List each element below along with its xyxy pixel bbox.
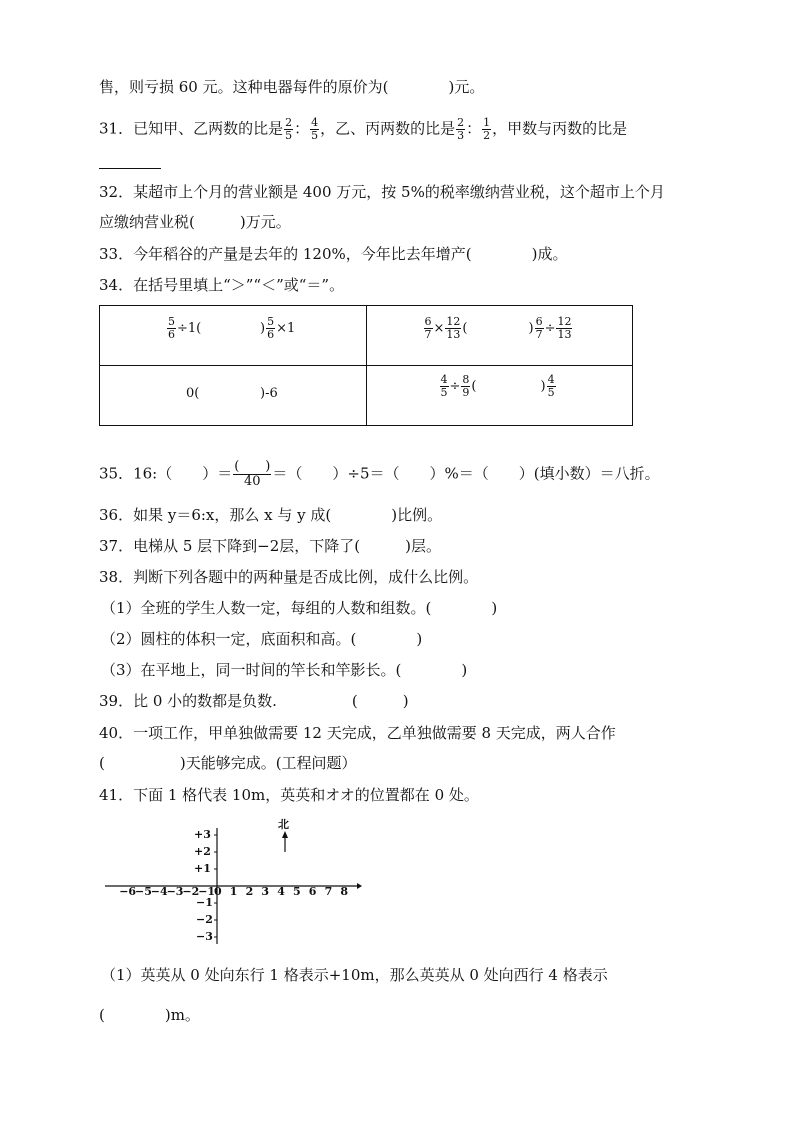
x-tick-label: −4: [150, 885, 168, 898]
table-cell: $\frac{4}{5}$ ÷ $\frac{8}{9}$ ( ) $\frac{4}{5}$: [366, 366, 633, 426]
y-tick-label: +2: [194, 845, 211, 858]
question-38-2: （2）圆柱的体积一定，底面积和高。( ): [101, 630, 423, 648]
x-tick-label: 0: [214, 885, 222, 898]
fraction: $\frac{1}{2}$: [483, 116, 491, 142]
x-tick-label: −2: [182, 885, 200, 898]
question-37: 37．电梯从 5 层下降到−2层，下降了( )层。: [99, 537, 441, 555]
y-tick-label: +1: [194, 862, 211, 875]
x-tick-label: −6: [119, 885, 137, 898]
table-cell: $\frac{5}{6}$ ÷1( ) $\frac{5}{6}$ ×1: [100, 306, 367, 366]
fraction: $\frac{4}{5}$: [311, 116, 319, 142]
fraction: $\frac{2}{3}$: [457, 116, 465, 142]
question-35: 35．16:（ ）＝ $\frac{( )}{40}$ ＝（ ）÷5＝（ ）%＝（ ）(填小数）＝八折。: [99, 459, 660, 489]
north-label: 北: [278, 818, 289, 831]
x-tick-label: 2: [245, 885, 254, 898]
question-41-1: （1）英英从 0 处向东行 1 格表示+10m，那么英英从 0 处向西行 4 格表示: [101, 966, 608, 984]
question-36: 36．如果 y＝6:x，那么 x 与 y 成( )比例。: [99, 506, 443, 524]
x-tick-label: 6: [308, 885, 317, 898]
x-tick-label: 1: [229, 885, 238, 898]
question-40: 40．一项工作，甲单独做需要 12 天完成，乙单独做需要 8 天完成，两人合作: [99, 724, 616, 742]
x-tick-label: −3: [166, 885, 184, 898]
text-line: 售，则亏损 60 元。这种电器每件的原价为( )元。: [99, 78, 485, 96]
question-39: 39．比 0 小的数都是负数. ( ): [99, 692, 409, 710]
x-axis-arrow: [357, 883, 362, 889]
question-41: 41．下面 1 格代表 10m，英英和オオ的位置都在 0 处。: [99, 786, 479, 804]
question-38-3: （3）在平地上，同一时间的竿长和竿影长。( ): [101, 661, 468, 679]
question-31: 31．已知甲、乙两数的比是 $\frac{2}{5}$ ： $\frac{4}{5}$ ，乙、丙两数的比是 $\frac{2}{3}$ ： $\frac{1}{2}$ ，甲数与丙数的比是: [99, 116, 628, 142]
x-tick-label: −1: [198, 885, 216, 898]
x-tick-label: 5: [293, 885, 301, 898]
answer-blank[interactable]: [99, 168, 161, 169]
y-tick-label: −2: [196, 913, 213, 926]
question-32-cont: 应缴纳营业税( )万元。: [99, 213, 291, 231]
x-tick-label: 8: [340, 885, 349, 898]
question-32: 32．某超市上个月的营业额是 400 万元，按 5%的税率缴纳营业税，这个超市上个月: [99, 183, 665, 201]
x-tick-label: 4: [277, 885, 285, 898]
question-38: 38．判断下列各题中的两种量是否成比例，成什么比例。: [99, 568, 479, 586]
x-tick-label: 3: [261, 885, 270, 898]
question-40-cont: ( )天能够完成。(工程问题）: [99, 754, 357, 772]
y-tick-label: −3: [196, 930, 213, 943]
question-33: 33．今年稻谷的产量是去年的 120%，今年比去年增产( )成。: [99, 245, 568, 263]
question-41-1-cont: ( )m。: [99, 1006, 200, 1024]
comparison-table: [99, 305, 633, 426]
y-tick-label: +3: [194, 828, 211, 841]
table-cell: 0( )-6: [100, 366, 367, 426]
x-tick-label: 7: [324, 885, 333, 898]
table-cell: $\frac{6}{7}$ × $\frac{12}{13}$ ( ) $\frac{6}{7}$ ÷ $\frac{12}{13}$: [366, 306, 633, 366]
y-tick-label: −1: [196, 896, 213, 909]
question-38-1: （1）全班的学生人数一定，每组的人数和组数。( ): [101, 599, 498, 617]
x-tick-label: −5: [135, 885, 152, 898]
fraction: $\frac{2}{5}$: [285, 116, 293, 142]
question-34: 34．在括号里填上“＞”“＜”或“＝”。: [99, 276, 345, 294]
